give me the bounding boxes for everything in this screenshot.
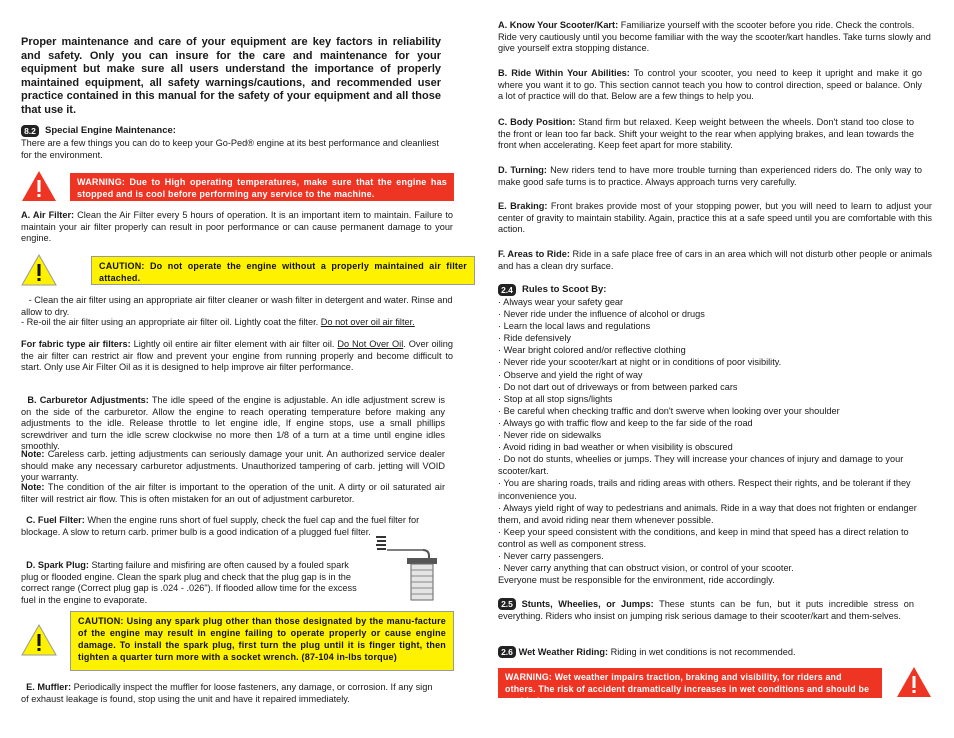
section-number: 2.6 (498, 646, 516, 658)
rule-item: · Never ride under the influence of alcohol or drugs (498, 309, 705, 320)
know-scooter-text: Familiarize yourself with the scooter before you ride. Check the controls. Ride very cautiously until you become familiar with the way the scooter/kart handles. Take turns slowly and give yourself extra stopping distance. (498, 20, 931, 54)
wet-weather-label: Wet Weather Riding: (518, 647, 609, 657)
rule-item: · Do not do stunts, wheelies or jumps. They will increase your chances of injury and damage to your scooter/kart. (498, 454, 904, 477)
rules-list (498, 296, 932, 586)
carburetor-label: B. Carburetor Adjustments: (27, 395, 149, 405)
spark-plug-paragraph (21, 560, 357, 606)
section-8-2-heading (21, 125, 441, 137)
braking-text: Front brakes provide most of your stopping power, but you will need to learn to adjust your center of gravity to maintain stability. Again, practice this at a safe speed until you are comfortable with this action. (498, 201, 932, 235)
warning-box-wet-weather: WARNING: Wet weather impairs traction, braking and visibility, for riders and others. The risk of accident dramatically increases in wet conditions and should be avoided. (498, 668, 882, 698)
note-1-text: Careless carb. jetting adjustments can seriously damage your unit. An authorized service dealer should make any necessary carburetor adjustments. Unauthorized tampering of carb. jetting will VOID your warranty. (21, 449, 445, 483)
turning-label: D. Turning: (498, 165, 547, 175)
spark-plug-label: D. Spark Plug: (26, 560, 89, 570)
section-2-6 (498, 646, 918, 659)
rule-item: · Wear bright colored and/or reflective clothing (498, 345, 686, 356)
note-2-text: The condition of the air filter is important to the operation of the unit. A dirty or oil saturated air filter will restrict air flow. This is often mistaken for an out of adjustment carburetor. (21, 482, 446, 504)
carburetor-paragraph (21, 395, 445, 453)
abilities-paragraph (498, 68, 922, 103)
fabric-filter-paragraph (21, 339, 453, 374)
rule-item: · Be careful when checking traffic and don't swerve when looking over your shoulder (498, 405, 840, 416)
air-filter-text: Clean the Air Filter every 5 hours of operation. It is an important item to maintain. Failure to maintain your air filter properly can result in poor performance or can cause permanent damage to your engine. (21, 210, 453, 244)
stunts-label: Stunts, Wheelies, or Jumps: (521, 599, 654, 609)
clean-step-1-text: - Clean the air filter using an appropriate air filter cleaner or wash filter in detergent and water. Rinse and allow to dry. (21, 295, 453, 317)
wet-weather-text: Riding in wet conditions is not recommended. (610, 647, 796, 657)
body-position-paragraph (498, 117, 914, 152)
warning-icon (21, 170, 57, 202)
rule-item: · Learn the local laws and regulations (498, 321, 651, 332)
section-title: Rules to Scoot By: (522, 284, 607, 296)
air-filter-paragraph (21, 210, 453, 245)
rule-item: · You are sharing roads, trails and riding areas with others. Respect their rights, and be tolerant if they inconvenience you. (498, 478, 911, 501)
fabric-filter-label: For fabric type air filters: (21, 339, 131, 349)
section-body: There are a few things you can do to keep your Go-Ped® engine at its best performance and cleanliest for the environment. (21, 138, 439, 160)
rule-item: · Always go with traffic flow and keep to the far side of the road (498, 417, 753, 428)
warning-icon (896, 666, 932, 698)
rule-item: · Never carry anything that can obstruct vision, or control of your scooter. (498, 563, 794, 574)
rule-item: · Keep your speed consistent with the conditions, and keep in mind that speed has a direct relation to control as well as component stress. (498, 526, 909, 549)
stunts-text: These stunts can be fun, but it puts incredible stress on everything. Riders who insist on jumping risk serious damage to their scooter/kart and them-selves. (498, 599, 914, 621)
muffler-label: E. Muffler: (26, 682, 72, 692)
fuel-filter-label: C. Fuel Filter: (26, 515, 85, 525)
braking-paragraph (498, 201, 932, 236)
rule-item: · Ride defensively (498, 333, 572, 344)
rule-item: · Never carry passengers. (498, 550, 604, 561)
rule-item: · Always wear your safety gear (498, 297, 624, 307)
areas-to-ride-text: Ride in a safe place free of cars in an area which will not disturb other people or animals and has a clean dry surface. (498, 249, 932, 271)
fabric-filter-text-1: Lightly oil entire air filter element with air filter oil. (133, 339, 335, 349)
muffler-text: Periodically inspect the muffler for loose fasteners, any damage, or corrosion. If any sign of exhaust leakage is found, stop using the unit and have it repaired immediately. (21, 682, 433, 704)
warning-box: WARNING: Due to High operating temperatures, make sure that the engine has stopped and is cool before performing any service to the machine. (70, 173, 454, 201)
clean-step-1 (21, 295, 453, 318)
braking-label: E. Braking: (498, 201, 548, 211)
rule-item: Everyone must be responsible for the environment, ride accordingly. (498, 575, 775, 586)
section-number: 2.4 (498, 284, 516, 296)
section-2-4-heading (498, 284, 932, 296)
rule-item: · Do not dart out of driveways or from between parked cars (498, 381, 738, 392)
note-2 (21, 482, 445, 505)
caution-box-spark-plug: CAUTION: Using any spark plug other than those designated by the manu-facture of the engine may result in engine failing to operate properly or cause engine damage. To install the spark plug, first turn the plug until it is finger tight, then tighten a quarter turn more with a socket wrench. (87-104 in-lbs torque) (70, 611, 454, 671)
abilities-label: B. Ride Within Your Abilities: (498, 68, 630, 78)
body-position-label: C. Body Position: (498, 117, 576, 127)
intro-paragraph: Proper maintenance and care of your equipment are key factors in reliability and safety. Only you can insure for the care and maintenance for your equipment but make sure all users understand the importance of properly maintained equipment, all safety warnings/cautions, and recommended user practice contained in this manual for the safety of your equipment and all those that use it. (21, 36, 441, 116)
turning-paragraph (498, 165, 922, 188)
rule-item: · Never ride on sidewalks (498, 430, 602, 441)
caution-box: CAUTION: Do not operate the engine without a properly maintained air filter attached. (91, 256, 475, 285)
areas-to-ride-label: F. Areas to Ride: (498, 249, 570, 259)
fabric-filter-underlined: Do Not Over Oil (337, 339, 404, 349)
caution-icon (21, 624, 57, 656)
rule-item: · Observe and yield the right of way (498, 369, 643, 380)
abilities-text: To control your scooter, you need to keep it upright and make it go where you want it to go. This section cannot teach you how to control direction, speed or balance. Only a lot of practice will do that. Below are a few things to help you. (498, 68, 923, 102)
areas-to-ride-paragraph (498, 249, 932, 272)
clean-step-2-underlined: Do not over oil air filter. (320, 317, 415, 327)
caution-icon (21, 254, 57, 286)
spark-plug-gap-illustration (373, 530, 443, 608)
rule-item: · Stop at all stop signs/lights (498, 393, 613, 404)
rule-item: · Never ride your scooter/kart at night or in conditions of poor visibility. (498, 357, 782, 368)
spark-plug-text: Starting failure and misfiring are often caused by a fouled spark plug or flooded engine. Clean the spark plug and check that the plug gap is in the correct range (Correct plug gap is .024 - .026"). If flooded allow time for the excess fuel in the engine to evaporate. (21, 560, 357, 605)
note-1 (21, 449, 445, 484)
rule-item: · Always yield right of way to pedestrians and animals. Ride in a way that does not frighten or endanger them, and avoid riding near them whenever possible. (498, 502, 917, 525)
air-filter-label: A. Air Filter: (21, 210, 75, 220)
rule-item: · Avoid riding in bad weather or when visibility is obscured (498, 442, 733, 453)
turning-text: New riders tend to have more trouble turning than experienced riders do. The only way to make good safe turns is to practice. Always approach turns very carefully. (498, 165, 922, 187)
section-2-5 (498, 598, 914, 622)
body-position-text: Stand firm but relaxed. Keep weight between the wheels. Don't stand too close to the front or lean too far back. Shift your weight to the rear when applying brakes, and lean towards the front when accelerating. Keep feet apart for more stability. (498, 117, 914, 151)
section-number: 8.2 (21, 125, 39, 137)
fabric-filter-text-2: . Over oiling the air filter can restrict air flow and prevent your engine from running properly and become difficult to start. Only use Air Filter Oil as it is designed to help improve air filter performance. (21, 339, 453, 373)
fuel-filter-text: When the engine runs short of fuel supply, check the fuel cap and the fuel filter for blockage. A slow to return carb. primer bulb is a good indication of a plugged fuel filter. (21, 515, 420, 537)
know-scooter-paragraph (498, 20, 932, 55)
section-2-4 (498, 284, 932, 586)
note-1-label: Note: (21, 449, 45, 459)
clean-step-2 (21, 317, 453, 329)
muffler-paragraph (21, 682, 441, 705)
section-8-2 (21, 125, 441, 161)
section-title: Special Engine Maintenance: (45, 125, 176, 137)
section-number: 2.5 (498, 598, 516, 610)
clean-step-2-text: - Re-oil the air filter using an appropriate air filter oil. Lightly coat the filter. (21, 317, 319, 327)
know-scooter-label: A. Know Your Scooter/Kart: (498, 20, 619, 30)
carburetor-text: The idle speed of the engine is adjustable. An idle adjustment screw is on the side of the carburetor. Allow the engine to reach operating temperature before making any adjustments to the idle. Release throttle to let engine idle, If engine stops, use a small phillips screwdriver and turn the idle screw clockwise no more then 1/8 of a turn at a time until engine idles smoothly. (21, 395, 445, 452)
note-2-label: Note: (21, 482, 45, 492)
